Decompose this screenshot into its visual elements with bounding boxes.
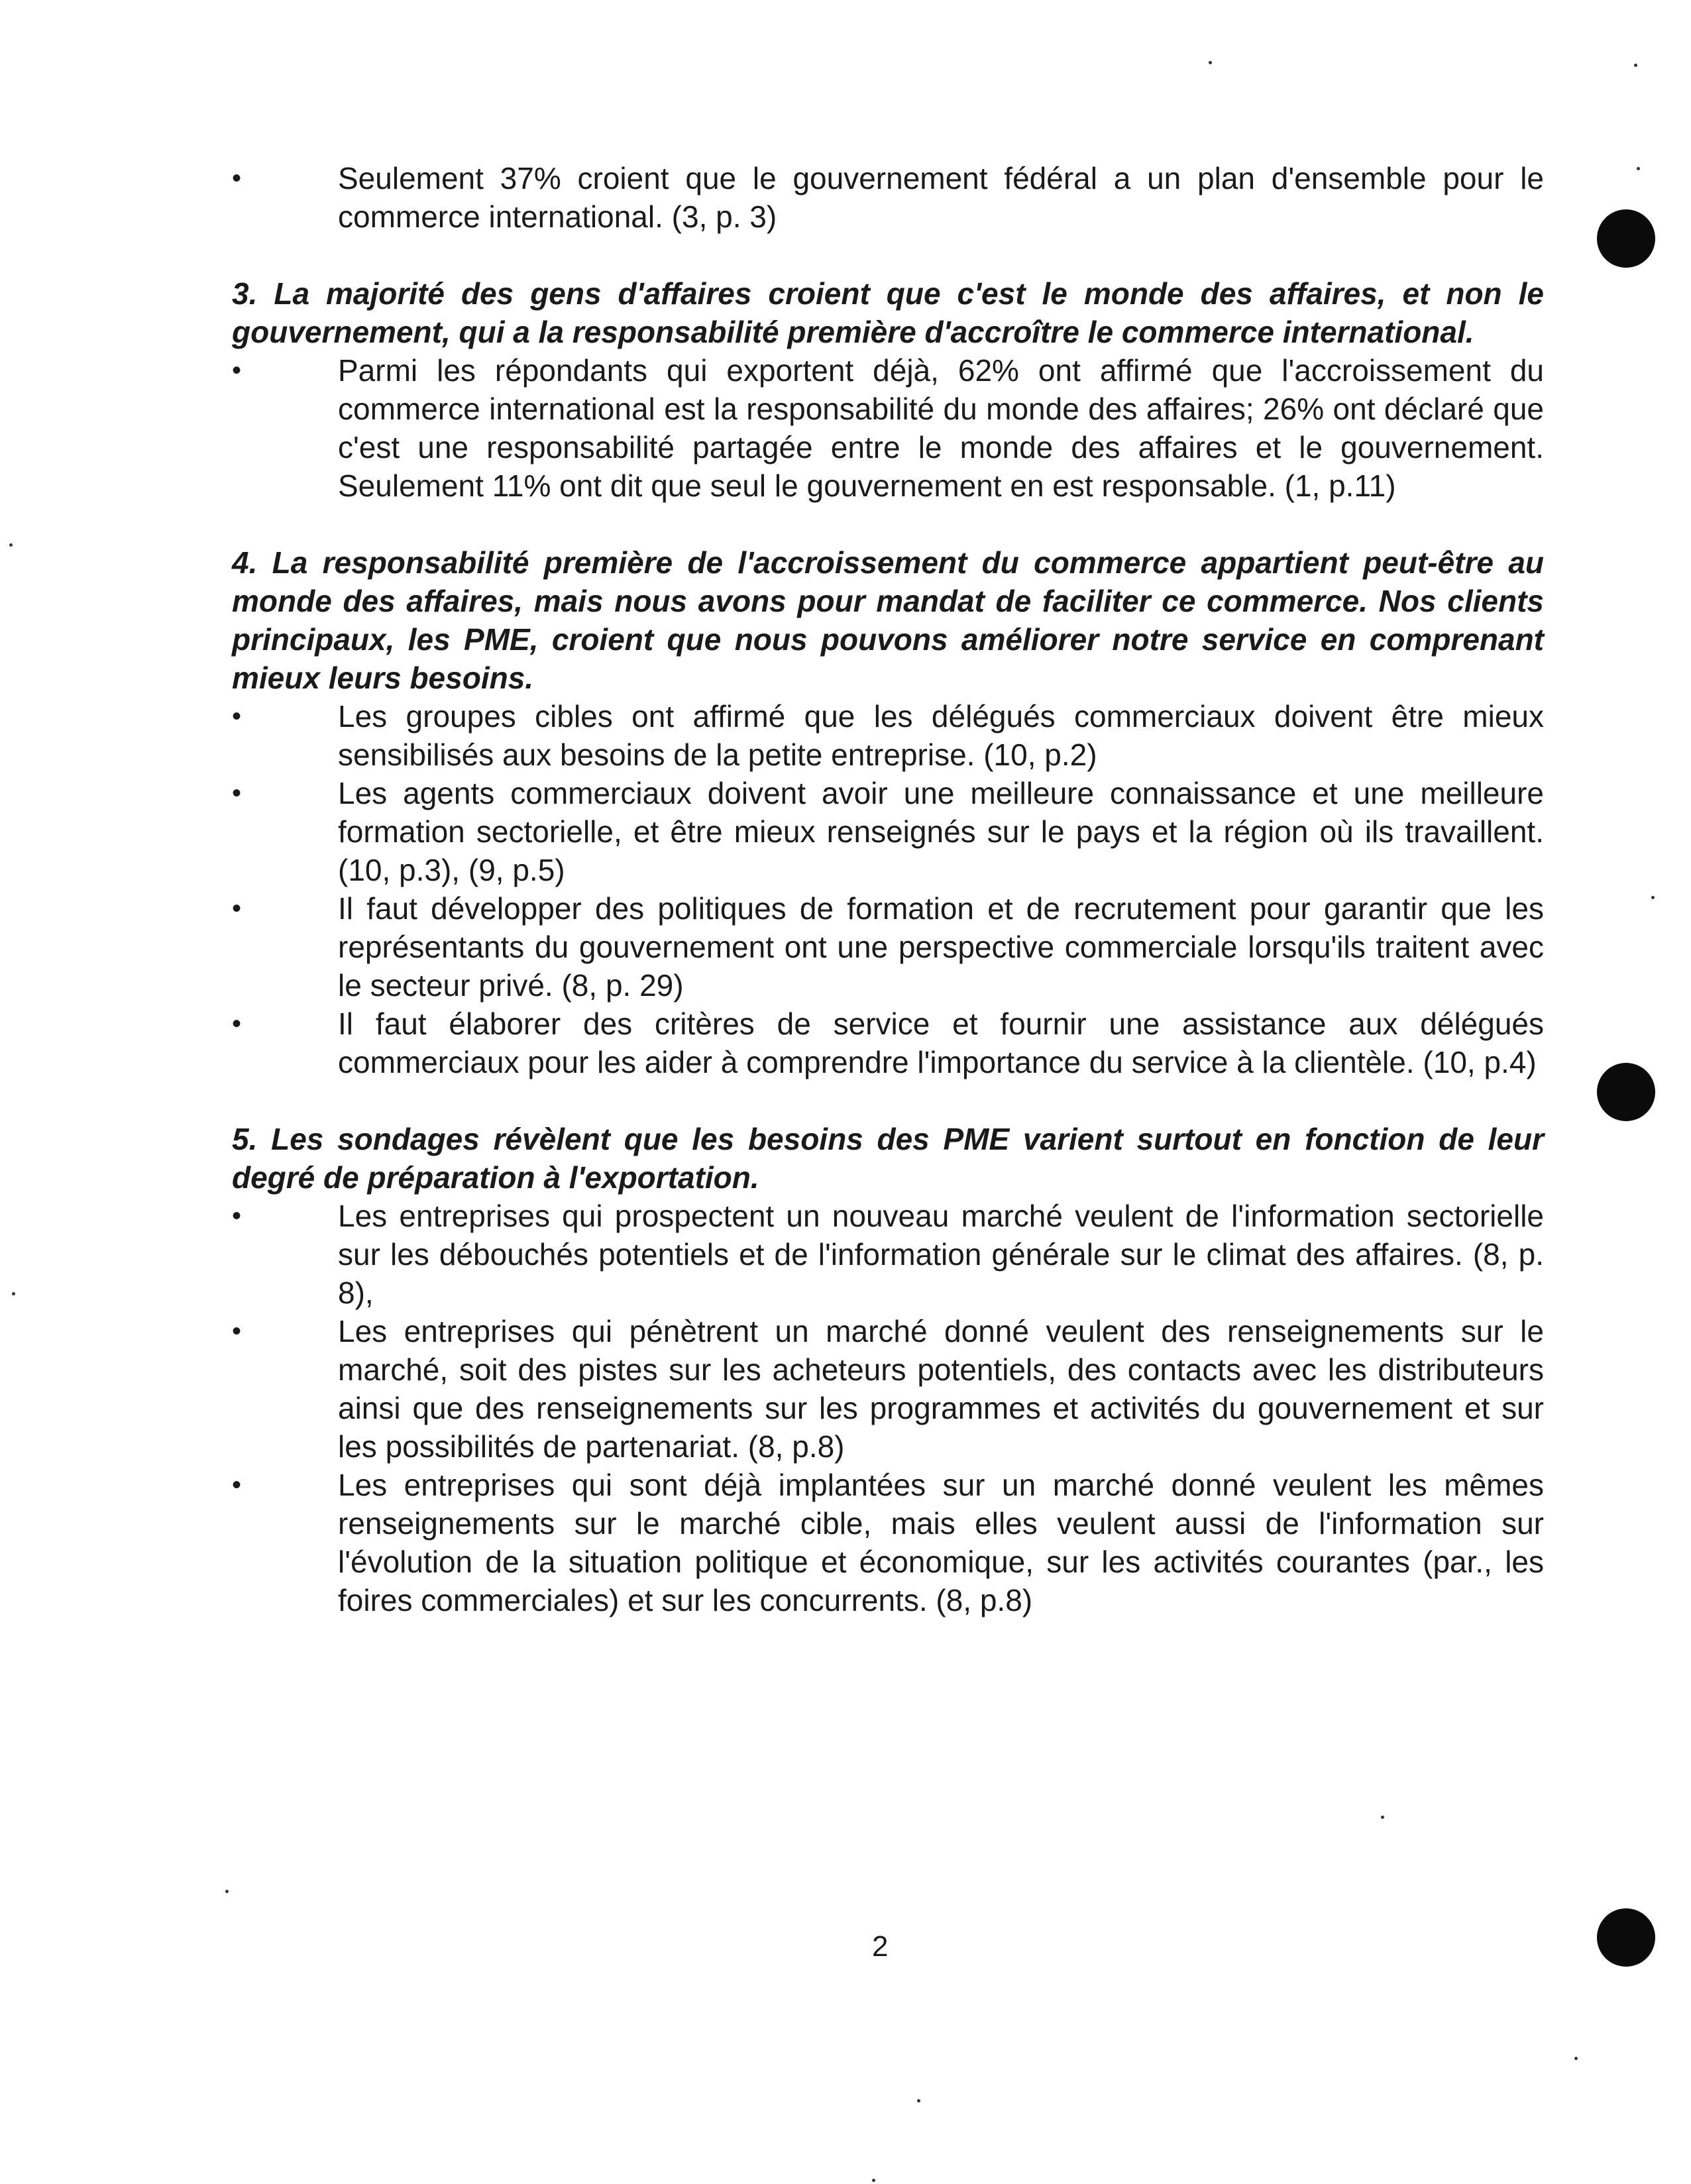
bullet-text: Parmi les répondants qui exportent déjà, 62% ont affirmé que l'accroissement du commerce international est la responsabilité du monde des affaires; 26% ont déclaré que c'est une responsabilité partagée entre le monde des affaires et le gouvernement. Seulement 11% ont dit que seul le gouvernement en est responsable. (1, p.11) — [338, 353, 1544, 503]
list-item — [232, 774, 1544, 889]
bullet-icon: • — [232, 779, 242, 808]
bullet-text: Les agents commerciaux doivent avoir une meilleure connaissance et une meilleure formation sectorielle, et être mieux renseignés sur le pays et la région où ils travaillent. (10, p.3), (9, p.5) — [338, 776, 1544, 887]
scan-speck — [1574, 2057, 1578, 2060]
list-item — [232, 697, 1544, 774]
top-bullet-list — [232, 159, 1544, 236]
list-item — [232, 1312, 1544, 1466]
bullet-icon: • — [232, 894, 242, 923]
bullet-icon: • — [232, 1470, 242, 1500]
bullet-text: Les entreprises qui prospectent un nouveau marché veulent de l'information sectorielle sur les débouchés potentiels et de l'information générale sur le climat des affaires. (8, p. 8), — [338, 1199, 1544, 1310]
list-item — [232, 1005, 1544, 1081]
bullet-icon: • — [232, 1317, 242, 1346]
bullet-icon: • — [232, 1201, 242, 1230]
bullet-icon: • — [232, 1009, 242, 1038]
section-bullet-list — [232, 351, 1544, 505]
punch-hole-icon — [1597, 1063, 1655, 1121]
list-item — [232, 159, 1544, 236]
section-bullet-list — [232, 697, 1544, 1081]
scan-speck — [1651, 896, 1655, 899]
scan-speck — [12, 1292, 15, 1295]
bullet-text: Il faut élaborer des critères de service et fournir une assistance aux délégués commerciaux pour les aider à comprendre l'importance du service à la clientèle. (10, p.4) — [338, 1007, 1544, 1079]
scan-speck — [1381, 1816, 1384, 1819]
section-heading: 4. La responsabilité première de l'accroissement du commerce appartient peut-être au monde des affaires, mais nous avons pour mandat de faciliter ce commerce. Nos clients principaux, les PME, croient que nous pouvons améliorer notre service en comprenant mieux leurs besoins. — [232, 545, 1544, 695]
section-4 — [232, 543, 1544, 1081]
scan-speck — [872, 2179, 875, 2182]
list-item — [232, 889, 1544, 1005]
bullet-text: Il faut développer des politiques de formation et de recrutement pour garantir que les représentants du gouvernement ont une perspective commerciale lorsqu'ils traitent avec le secteur privé. (8, p. 29) — [338, 891, 1544, 1003]
section-bullet-list — [232, 1197, 1544, 1619]
section-heading: 5. Les sondages révèlent que les besoins des PME varient surtout en fonction de leur degré de préparation à l'exportation. — [232, 1122, 1544, 1195]
list-item — [232, 1197, 1544, 1312]
list-item — [232, 351, 1544, 505]
scan-speck — [1634, 64, 1637, 67]
section-3 — [232, 274, 1544, 505]
bullet-text: Seulement 37% croient que le gouvernement fédéral a un plan d'ensemble pour le commerce international. (3, p. 3) — [338, 161, 1544, 234]
scan-speck — [225, 1890, 229, 1893]
punch-hole-icon — [1597, 1908, 1655, 1967]
section-heading: 3. La majorité des gens d'affaires croient que c'est le monde des affaires, et non le gouvernement, qui a la responsabilité première d'accroître le commerce international. — [232, 276, 1544, 349]
scan-speck — [917, 2099, 920, 2102]
scan-speck — [9, 543, 13, 547]
document-body — [232, 159, 1544, 1619]
section-5 — [232, 1120, 1544, 1619]
bullet-text: Les entreprises qui sont déjà implantées sur un marché donné veulent les mêmes renseignements sur le marché cible, mais elles veulent aussi de l'information sur l'évolution de la situation politique et économique, sur les activités courantes (par., les foires commerciales) et sur les concurrents. (8, p.8) — [338, 1468, 1544, 1617]
list-item — [232, 1466, 1544, 1619]
bullet-text: Les entreprises qui pénètrent un marché donné veulent des renseignements sur le marché, soit des pistes sur les acheteurs potentiels, des contacts avec les distributeurs ainsi que des renseignements sur les programmes et activités du gouvernement et sur les possibilités de partenariat. (8, p.8) — [338, 1314, 1544, 1464]
scan-speck — [1209, 61, 1212, 64]
bullet-icon: • — [232, 356, 242, 385]
bullet-icon: • — [232, 702, 242, 731]
bullet-text: Les groupes cibles ont affirmé que les délégués commerciaux doivent être mieux sensibilisés aux besoins de la petite entreprise. (10, p.2) — [338, 699, 1544, 772]
punch-hole-icon — [1597, 209, 1655, 268]
page-number: 2 — [872, 1930, 889, 1963]
scan-speck — [1637, 167, 1640, 170]
bullet-icon: • — [232, 164, 242, 193]
